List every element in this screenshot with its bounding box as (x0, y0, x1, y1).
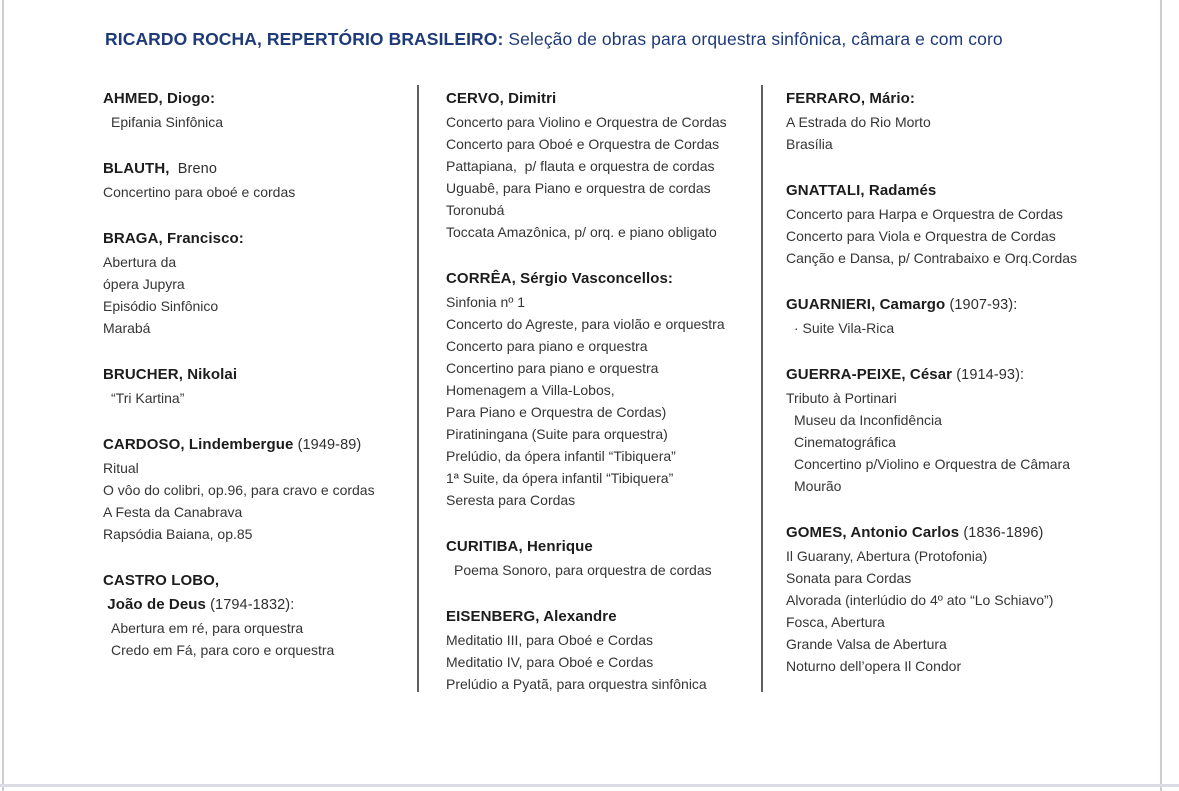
composer-section (786, 293, 1146, 339)
work-title: Pattapiana, p/ flauta e orquestra de cordas (446, 158, 715, 174)
composer-name-bold: GNATTALI, Radamés (786, 182, 937, 199)
composer-dates: (1794-1832): (206, 597, 295, 613)
composer-name-bold: AHMED, Diogo: (103, 90, 216, 107)
composer-name (103, 433, 411, 457)
composer-name (786, 87, 1146, 111)
composer-name (786, 293, 1146, 317)
composer-section (446, 87, 754, 243)
composer-section (786, 521, 1146, 677)
composer-section (446, 605, 754, 695)
work-title: Rapsódia Baiana, op.85 (103, 526, 253, 542)
work-title: Homenagem a Villa-Lobos, (446, 382, 615, 398)
work-title: Concerto para piano e orquestra (446, 338, 648, 354)
composer-name-bold: CASTRO LOBO, (103, 572, 220, 589)
page-title-main: RICARDO ROCHA, REPERTÓRIO BRASILEIRO: (105, 29, 504, 49)
work-title: Mourão (794, 478, 842, 494)
composer-name-bold: BRUCHER, Nikolai (103, 366, 238, 383)
work-title: Fosca, Abertura (786, 614, 885, 630)
composer-name (103, 593, 411, 617)
work-title: A Festa da Canabrava (103, 504, 243, 520)
work-title: Toccata Amazônica, p/ orq. e piano obligato (446, 224, 717, 240)
work-title: A Estrada do Rio Morto (786, 114, 931, 130)
page-edge-left (2, 0, 4, 791)
composer-name-bold: CURITIBA, Henrique (446, 538, 593, 555)
composer-section (446, 535, 754, 581)
work-title: Brasília (786, 136, 833, 152)
work-title: Marabá (103, 320, 151, 336)
work-title: Concertino para piano e orquestra (446, 360, 659, 376)
work-title: Sonata para Cordas (786, 570, 912, 586)
work-title: “Tri Kartina” (111, 390, 185, 406)
composer-section (446, 267, 754, 511)
composer-name-bold: GUERRA-PEIXE, César (786, 366, 953, 383)
composer-section (103, 227, 411, 339)
work-title: Abertura em ré, para orquestra (111, 620, 304, 636)
composer-section (103, 363, 411, 409)
composer-name (103, 363, 411, 387)
composer-column-2 (446, 87, 754, 719)
work-title: Il Guarany, Abertura (Protofonia) (786, 548, 988, 564)
composer-section (786, 363, 1146, 497)
composer-name (446, 535, 754, 559)
work-title: Alvorada (interlúdio do 4º ato “Lo Schiavo”) (786, 592, 1054, 608)
composer-name-bold: CERVO, Dimitri (446, 90, 557, 107)
composer-name-bold: BLAUTH, (103, 160, 170, 177)
work-title: Ritual (103, 460, 139, 476)
work-title: Concerto para Oboé e Orquestra de Cordas (446, 136, 720, 152)
composer-section (786, 87, 1146, 155)
composer-dates: (1907-93): (945, 297, 1018, 313)
work-title: Toronubá (446, 202, 505, 218)
work-title: · Suite Vila-Rica (794, 320, 895, 336)
composer-name (446, 267, 754, 291)
work-title: 1ª Suite, da ópera infantil “Tibiquera” (446, 470, 674, 486)
work-title: Concerto para Harpa e Orquestra de Cordas (786, 206, 1064, 222)
composer-name-bold: FERRARO, Mário: (786, 90, 915, 107)
composer-name (103, 569, 411, 593)
composer-name-bold: GOMES, Antonio Carlos (786, 524, 960, 541)
column-divider (417, 85, 419, 692)
composer-name (786, 521, 1146, 545)
work-title: Meditatio III, para Oboé e Cordas (446, 632, 653, 648)
work-title: Abertura da (103, 254, 177, 270)
work-title: Sinfonia nº 1 (446, 294, 526, 310)
work-title: Concertino para oboé e cordas (103, 184, 296, 200)
work-title: Para Piano e Orquestra de Cordas) (446, 404, 667, 420)
composer-section (103, 569, 411, 661)
composer-name (103, 157, 411, 181)
composer-dates: (1949-89) (293, 437, 362, 453)
work-title: Concertino p/Violino e Orquestra de Câmara (794, 456, 1071, 472)
composer-column-3 (786, 87, 1146, 701)
composer-name (446, 605, 754, 629)
work-title: ópera Jupyra (103, 276, 185, 292)
composer-name (103, 87, 411, 111)
work-title: O vôo do colibri, op.96, para cravo e cordas (103, 482, 375, 498)
work-title: Concerto do Agreste, para violão e orquestra (446, 316, 725, 332)
page-title (105, 29, 1003, 50)
work-title: Uguabê, para Piano e orquestra de cordas (446, 180, 711, 196)
composer-name-bold: EISENBERG, Alexandre (446, 608, 617, 625)
work-title: Epifania Sinfônica (111, 114, 224, 130)
page-edge-right (1160, 0, 1162, 791)
work-title: Museu da Inconfidência (794, 412, 942, 428)
composer-name-bold: João de Deus (103, 596, 206, 613)
composer-section (103, 87, 411, 133)
work-title: Cinematográfica (794, 434, 896, 450)
composer-dates: (1914-93): (952, 367, 1025, 383)
work-title: Prelúdio, da ópera infantil “Tibiquera” (446, 448, 676, 464)
work-title: Concerto para Viola e Orquestra de Cordas (786, 228, 1056, 244)
work-title: Noturno dell’opera Il Condor (786, 658, 962, 674)
work-title: Concerto para Violino e Orquestra de Cordas (446, 114, 727, 130)
work-title: Grande Valsa de Abertura (786, 636, 947, 652)
work-title: Tributo à Portinari (786, 390, 897, 406)
composer-name (786, 363, 1146, 387)
composer-name (103, 227, 411, 251)
composer-name-bold: CORRÊA, Sérgio Vasconcellos: (446, 270, 674, 287)
composer-name (786, 179, 1146, 203)
work-title: Poema Sonoro, para orquestra de cordas (454, 562, 712, 578)
work-title: Episódio Sinfônico (103, 298, 219, 314)
composer-section (103, 157, 411, 203)
column-divider (761, 85, 763, 692)
composer-section (786, 179, 1146, 269)
page-edge-bottom (0, 784, 1179, 787)
work-title: Canção e Dansa, p/ Contrabaixo e Orq.Cordas (786, 250, 1078, 266)
composer-section (103, 433, 411, 545)
work-title: Meditatio IV, para Oboé e Cordas (446, 654, 654, 670)
page-title-subtitle: Seleção de obras para orquestra sinfônica, câmara e com coro (503, 29, 1003, 49)
composer-dates: (1836-1896) (959, 525, 1044, 541)
composer-name-bold: BRAGA, Francisco: (103, 230, 244, 247)
composer-name (446, 87, 754, 111)
composer-name-bold: CARDOSO, Lindembergue (103, 436, 294, 453)
composer-name-bold: GUARNIERI, Camargo (786, 296, 946, 313)
work-title: Piratiningana (Suite para orquestra) (446, 426, 668, 442)
composer-column-1 (103, 87, 411, 685)
work-title: Prelúdio a Pyatã, para orquestra sinfônica (446, 676, 707, 692)
composer-dates: Breno (169, 161, 217, 177)
work-title: Seresta para Cordas (446, 492, 576, 508)
work-title: Credo em Fá, para coro e orquestra (111, 642, 335, 658)
